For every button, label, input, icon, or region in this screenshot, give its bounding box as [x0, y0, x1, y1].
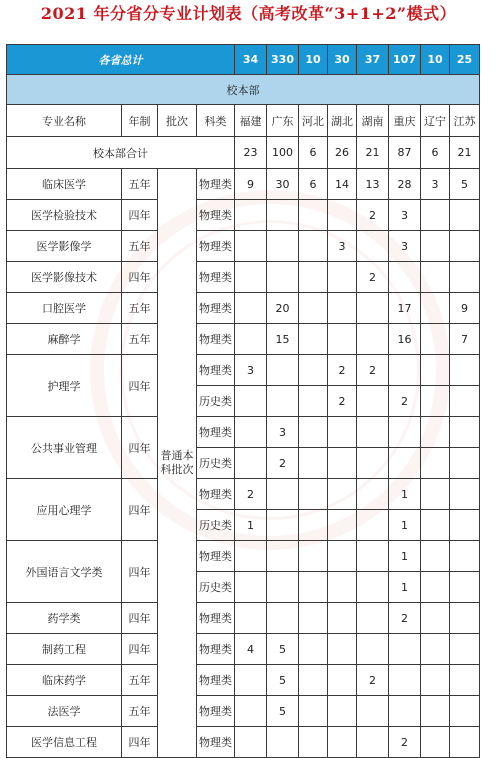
major-name: 医学影像学 — [7, 231, 122, 262]
quota-cell — [421, 696, 450, 727]
quota-cell — [235, 448, 267, 479]
major-name: 护理学 — [7, 355, 122, 417]
quota-cell — [299, 603, 328, 634]
category: 物理类 — [197, 262, 235, 293]
quota-cell — [421, 510, 450, 541]
quota-cell — [328, 541, 357, 572]
header-total: 10 — [299, 45, 328, 75]
quota-cell — [299, 200, 328, 231]
summary-value: 6 — [421, 137, 450, 169]
years: 四年 — [122, 603, 158, 634]
quota-cell: 16 — [389, 324, 421, 355]
years: 四年 — [122, 479, 158, 541]
header-total: 25 — [450, 45, 480, 75]
quota-cell — [328, 448, 357, 479]
quota-cell: 5 — [267, 665, 299, 696]
quota-cell — [299, 262, 328, 293]
quota-cell — [357, 448, 389, 479]
quota-cell — [328, 200, 357, 231]
header-total: 34 — [235, 45, 267, 75]
quota-cell — [389, 448, 421, 479]
quota-cell — [357, 479, 389, 510]
col-province: 重庆 — [389, 105, 421, 137]
years: 四年 — [122, 541, 158, 603]
quota-cell — [235, 603, 267, 634]
quota-cell — [450, 417, 480, 448]
column-header-row — [7, 105, 480, 137]
col-province: 湖北 — [328, 105, 357, 137]
quota-cell — [328, 727, 357, 758]
years: 五年 — [122, 665, 158, 696]
table-row — [7, 696, 480, 727]
major-name: 医学影像技术 — [7, 262, 122, 293]
quota-cell — [421, 572, 450, 603]
category: 物理类 — [197, 603, 235, 634]
quota-cell: 2 — [267, 448, 299, 479]
col-province: 河北 — [299, 105, 328, 137]
quota-cell — [299, 541, 328, 572]
quota-cell — [267, 355, 299, 386]
quota-cell: 1 — [389, 572, 421, 603]
summary-row — [7, 137, 480, 169]
quota-cell: 5 — [267, 634, 299, 665]
quota-cell: 1 — [389, 510, 421, 541]
quota-cell — [450, 572, 480, 603]
table-row — [7, 200, 480, 231]
col-province: 辽宁 — [421, 105, 450, 137]
table-row — [7, 169, 480, 200]
quota-cell — [389, 665, 421, 696]
quota-cell — [357, 293, 389, 324]
category: 物理类 — [197, 665, 235, 696]
header-total: 37 — [357, 45, 389, 75]
quota-cell — [357, 541, 389, 572]
summary-label: 校本部合计 — [7, 137, 235, 169]
quota-cell — [357, 386, 389, 417]
quota-cell — [421, 324, 450, 355]
category: 物理类 — [197, 417, 235, 448]
major-name: 法医学 — [7, 696, 122, 727]
page-title: 2021 年分省分专业计划表（高考改革“3+1+2”模式） — [40, 4, 457, 23]
quota-cell: 20 — [267, 293, 299, 324]
quota-cell — [328, 572, 357, 603]
quota-cell — [421, 665, 450, 696]
quota-cell — [389, 417, 421, 448]
quota-cell — [357, 603, 389, 634]
years: 四年 — [122, 262, 158, 293]
quota-cell — [450, 231, 480, 262]
table-row — [7, 262, 480, 293]
quota-cell — [421, 448, 450, 479]
category: 物理类 — [197, 200, 235, 231]
quota-cell — [235, 262, 267, 293]
quota-cell — [450, 355, 480, 386]
quota-cell — [267, 200, 299, 231]
quota-cell — [235, 293, 267, 324]
department-row — [7, 75, 480, 105]
col-major: 专业名称 — [7, 105, 122, 137]
summary-value: 100 — [267, 137, 299, 169]
years: 四年 — [122, 634, 158, 665]
category: 物理类 — [197, 293, 235, 324]
col-category: 科类 — [197, 105, 235, 137]
table-row — [7, 417, 480, 448]
quota-cell — [328, 665, 357, 696]
quota-cell: 3 — [389, 231, 421, 262]
quota-cell: 1 — [235, 510, 267, 541]
quota-cell: 4 — [235, 634, 267, 665]
quota-cell — [421, 727, 450, 758]
quota-cell — [299, 696, 328, 727]
header-total: 10 — [421, 45, 450, 75]
years: 四年 — [122, 355, 158, 417]
quota-cell: 2 — [328, 386, 357, 417]
col-province: 广东 — [267, 105, 299, 137]
quota-cell — [235, 572, 267, 603]
table-row — [7, 541, 480, 572]
summary-value: 21 — [450, 137, 480, 169]
quota-cell — [389, 634, 421, 665]
quota-cell: 9 — [450, 293, 480, 324]
quota-cell — [357, 727, 389, 758]
category: 物理类 — [197, 727, 235, 758]
quota-cell — [299, 510, 328, 541]
years: 四年 — [122, 727, 158, 758]
quota-cell — [267, 727, 299, 758]
table-row — [7, 634, 480, 665]
quota-cell: 2 — [357, 355, 389, 386]
major-name: 医学信息工程 — [7, 727, 122, 758]
quota-cell — [235, 541, 267, 572]
summary-value: 21 — [357, 137, 389, 169]
quota-cell — [421, 231, 450, 262]
quota-cell — [421, 541, 450, 572]
quota-cell — [299, 479, 328, 510]
batch-cell: 普通本 科批次 — [158, 169, 197, 758]
category: 物理类 — [197, 696, 235, 727]
quota-cell — [421, 355, 450, 386]
quota-cell: 13 — [357, 169, 389, 200]
table-row — [7, 727, 480, 758]
quota-cell: 2 — [357, 200, 389, 231]
quota-cell — [450, 696, 480, 727]
quota-cell: 30 — [267, 169, 299, 200]
quota-cell — [235, 324, 267, 355]
category: 物理类 — [197, 355, 235, 386]
years: 五年 — [122, 293, 158, 324]
years: 五年 — [122, 324, 158, 355]
quota-cell: 2 — [389, 603, 421, 634]
quota-cell — [235, 386, 267, 417]
header-label: 各省总计 — [7, 45, 235, 75]
quota-cell — [357, 634, 389, 665]
quota-cell — [421, 417, 450, 448]
table-row — [7, 231, 480, 262]
quota-cell — [450, 448, 480, 479]
col-province: 福建 — [235, 105, 267, 137]
category: 物理类 — [197, 634, 235, 665]
table-row — [7, 324, 480, 355]
quota-cell — [299, 634, 328, 665]
years: 四年 — [122, 200, 158, 231]
quota-cell: 1 — [389, 479, 421, 510]
quota-cell — [357, 572, 389, 603]
major-name: 麻醉学 — [7, 324, 122, 355]
quota-cell — [299, 386, 328, 417]
col-province: 江苏 — [450, 105, 480, 137]
quota-cell: 15 — [267, 324, 299, 355]
quota-cell — [450, 603, 480, 634]
quota-cell — [450, 200, 480, 231]
major-name: 制药工程 — [7, 634, 122, 665]
quota-cell — [450, 727, 480, 758]
quota-cell: 5 — [267, 696, 299, 727]
header-total: 330 — [267, 45, 299, 75]
quota-cell: 28 — [389, 169, 421, 200]
quota-cell — [235, 231, 267, 262]
quota-cell — [421, 293, 450, 324]
quota-cell — [299, 231, 328, 262]
quota-cell — [267, 510, 299, 541]
quota-cell — [389, 355, 421, 386]
department-label: 校本部 — [7, 75, 480, 105]
quota-cell: 2 — [357, 262, 389, 293]
quota-cell — [299, 727, 328, 758]
major-name: 药学类 — [7, 603, 122, 634]
quota-cell — [299, 324, 328, 355]
years: 五年 — [122, 169, 158, 200]
category: 物理类 — [197, 541, 235, 572]
quota-cell — [267, 386, 299, 417]
quota-cell — [357, 417, 389, 448]
quota-cell — [328, 293, 357, 324]
quota-cell: 1 — [389, 541, 421, 572]
quota-cell — [389, 262, 421, 293]
quota-cell — [450, 541, 480, 572]
quota-cell: 3 — [421, 169, 450, 200]
quota-cell — [450, 386, 480, 417]
years: 五年 — [122, 231, 158, 262]
summary-value: 26 — [328, 137, 357, 169]
table-row — [7, 603, 480, 634]
quota-cell — [328, 479, 357, 510]
years: 四年 — [122, 417, 158, 479]
quota-cell — [421, 200, 450, 231]
quota-cell — [267, 231, 299, 262]
quota-cell — [450, 262, 480, 293]
table-row — [7, 355, 480, 386]
quota-cell — [357, 231, 389, 262]
years: 五年 — [122, 696, 158, 727]
quota-cell — [299, 572, 328, 603]
quota-cell: 2 — [357, 665, 389, 696]
quota-cell — [235, 417, 267, 448]
quota-cell: 2 — [389, 386, 421, 417]
major-name: 临床医学 — [7, 169, 122, 200]
quota-cell — [267, 479, 299, 510]
category: 物理类 — [197, 324, 235, 355]
quota-cell: 3 — [267, 417, 299, 448]
quota-cell: 3 — [389, 200, 421, 231]
quota-cell: 9 — [235, 169, 267, 200]
category: 历史类 — [197, 510, 235, 541]
category: 历史类 — [197, 386, 235, 417]
quota-cell: 6 — [299, 169, 328, 200]
category: 历史类 — [197, 572, 235, 603]
major-name: 外国语言文学类 — [7, 541, 122, 603]
quota-cell — [328, 696, 357, 727]
quota-cell — [299, 665, 328, 696]
quota-cell — [235, 696, 267, 727]
summary-value: 6 — [299, 137, 328, 169]
header-total: 107 — [389, 45, 421, 75]
quota-cell — [421, 386, 450, 417]
quota-cell — [328, 510, 357, 541]
quota-cell: 2 — [328, 355, 357, 386]
quota-cell — [328, 262, 357, 293]
quota-cell: 17 — [389, 293, 421, 324]
quota-cell: 3 — [235, 355, 267, 386]
major-name: 医学检验技术 — [7, 200, 122, 231]
quota-cell — [235, 200, 267, 231]
quota-cell — [357, 324, 389, 355]
col-province: 湖南 — [357, 105, 389, 137]
quota-cell — [357, 510, 389, 541]
major-name: 口腔医学 — [7, 293, 122, 324]
quota-cell — [235, 727, 267, 758]
quota-cell — [328, 417, 357, 448]
quota-cell — [450, 634, 480, 665]
table-row — [7, 665, 480, 696]
quota-cell — [389, 696, 421, 727]
major-name: 临床药学 — [7, 665, 122, 696]
quota-cell — [421, 634, 450, 665]
quota-cell — [267, 262, 299, 293]
quota-cell — [357, 696, 389, 727]
quota-cell — [450, 665, 480, 696]
quota-cell — [328, 324, 357, 355]
category: 物理类 — [197, 231, 235, 262]
quota-cell: 2 — [235, 479, 267, 510]
category: 物理类 — [197, 479, 235, 510]
col-years: 年制 — [122, 105, 158, 137]
header-total: 30 — [328, 45, 357, 75]
quota-cell: 5 — [450, 169, 480, 200]
quota-cell: 3 — [328, 231, 357, 262]
summary-value: 87 — [389, 137, 421, 169]
category: 历史类 — [197, 448, 235, 479]
plan-table — [6, 44, 480, 758]
quota-cell — [267, 572, 299, 603]
major-name: 应用心理学 — [7, 479, 122, 541]
quota-cell — [299, 448, 328, 479]
quota-cell — [235, 665, 267, 696]
quota-cell — [299, 355, 328, 386]
quota-cell — [328, 603, 357, 634]
quota-cell: 2 — [389, 727, 421, 758]
quota-cell — [267, 603, 299, 634]
table-row — [7, 293, 480, 324]
summary-value: 23 — [235, 137, 267, 169]
quota-cell — [328, 634, 357, 665]
quota-cell: 7 — [450, 324, 480, 355]
quota-cell — [421, 603, 450, 634]
quota-cell — [299, 293, 328, 324]
table-row — [7, 479, 480, 510]
quota-cell — [450, 510, 480, 541]
quota-cell — [450, 479, 480, 510]
col-batch: 批次 — [158, 105, 197, 137]
quota-cell: 14 — [328, 169, 357, 200]
quota-cell — [421, 262, 450, 293]
quota-cell — [421, 479, 450, 510]
totals-header-row — [7, 45, 480, 75]
major-name: 公共事业管理 — [7, 417, 122, 479]
quota-cell — [267, 541, 299, 572]
category: 物理类 — [197, 169, 235, 200]
quota-cell — [299, 417, 328, 448]
